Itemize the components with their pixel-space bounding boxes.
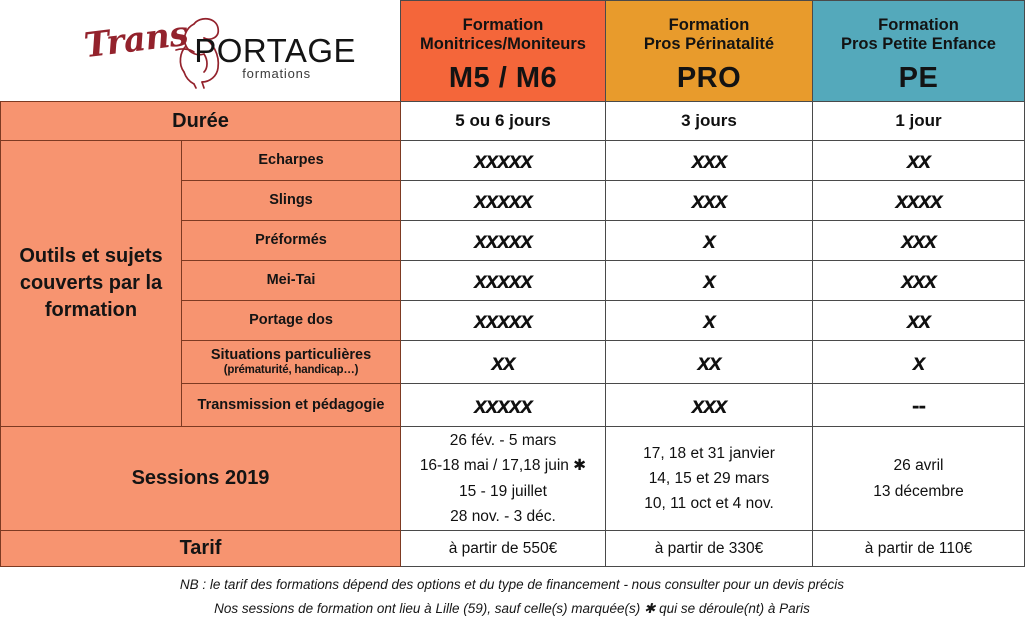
cell-sessions-m56 (401, 427, 606, 531)
header-line2-m56: Monitrices/Moniteurs (420, 34, 586, 53)
session-line: 26 fév. - 5 mars (449, 432, 557, 450)
row-label-mei-tai: Mei-Tai (182, 261, 401, 301)
brand-logo-cell (1, 1, 401, 102)
section-label-outils: Outils et sujets couverts par la formation (1, 141, 182, 427)
header-line1-m56: Formation (462, 16, 544, 35)
session-line: 10, 11 oct et 4 nov. (644, 495, 774, 513)
cell-slings-pe: xxxx (813, 181, 1025, 221)
cell-duree-pe: 1 jour (813, 102, 1025, 141)
cell-tarif-pro: à partir de 330€ (606, 531, 813, 567)
table-row-echarpes (1, 141, 1025, 181)
logo (82, 13, 357, 88)
cell-mei-tai-m56: xxxxx (401, 261, 606, 301)
column-header-pe (813, 1, 1025, 102)
session-line: 14, 15 et 29 mars (648, 469, 770, 487)
header-code-m56: M5 / M6 (448, 62, 558, 95)
cell-echarpes-pe: xx (813, 141, 1025, 181)
cell-slings-pro: xxx (606, 181, 813, 221)
session-line: 16-18 mai / 17,18 juin ✱ (419, 457, 587, 475)
cell-transmission-pro: xxx (606, 384, 813, 427)
session-line: 13 décembre (873, 482, 964, 500)
logo-script-word: Trans (82, 13, 191, 66)
row-label-echarpes: Echarpes (182, 141, 401, 181)
header-code-pro: PRO (676, 62, 742, 95)
row-label-situations (182, 341, 401, 384)
cell-portage-dos-pe: xx (813, 301, 1025, 341)
logo-tagline: formations (242, 65, 311, 81)
session-line: 28 nov. - 3 déc. (450, 507, 556, 525)
header-line1-pe: Formation (878, 16, 959, 35)
footer-notes (0, 567, 1024, 621)
cell-preformes-pro: x (606, 221, 813, 261)
logo-main-word: PORTAGE (194, 31, 357, 69)
cell-tarif-pe: à partir de 110€ (813, 531, 1025, 567)
row-label-portage-dos: Portage dos (182, 301, 401, 341)
row-label-preformes: Préformés (182, 221, 401, 261)
cell-echarpes-pro: xxx (606, 141, 813, 181)
footer-note-lieu: Nos sessions de formation ont lieu à Lille (59), sauf celle(s) marquée(s) ✱ qui se déroule(nt) à Paris (214, 601, 810, 617)
cell-sessions-pro (606, 427, 813, 531)
table-row-duree (1, 102, 1025, 141)
cell-situations-pe: x (813, 341, 1025, 384)
cell-tarif-m56: à partir de 550€ (401, 531, 606, 567)
header-code-pe: PE (898, 62, 939, 95)
cell-echarpes-m56: xxxxx (401, 141, 606, 181)
row-label-tarif: Tarif (1, 531, 401, 567)
session-line: 17, 18 et 31 janvier (643, 444, 775, 462)
row-label-slings: Slings (182, 181, 401, 221)
cell-transmission-m56: xxxxx (401, 384, 606, 427)
table-row-tarif (1, 531, 1025, 567)
cell-portage-dos-m56: xxxxx (401, 301, 606, 341)
cell-mei-tai-pe: xxx (813, 261, 1025, 301)
session-line: 26 avril (893, 457, 944, 475)
column-header-pro (606, 1, 813, 102)
cell-preformes-m56: xxxxx (401, 221, 606, 261)
column-header-m56 (401, 1, 606, 102)
header-line1-pro: Formation (668, 16, 750, 35)
row-label-duree: Durée (1, 102, 401, 141)
cell-mei-tai-pro: x (606, 261, 813, 301)
header-line2-pe: Pros Petite Enfance (841, 34, 996, 53)
cell-situations-m56: xx (401, 341, 606, 384)
cell-portage-dos-pro: x (606, 301, 813, 341)
row-label-situations-main: Situations particulières (210, 347, 372, 364)
session-line: 15 - 19 juillet (459, 482, 547, 500)
row-label-transmission: Transmission et pédagogie (182, 384, 401, 427)
header-line2-pro: Pros Périnatalité (643, 34, 775, 53)
row-label-sessions: Sessions 2019 (1, 427, 401, 531)
cell-transmission-pe: -- (813, 384, 1025, 427)
cell-preformes-pe: xxx (813, 221, 1025, 261)
footer-note-tarif: NB : le tarif des formations dépend des options et du type de financement - nous consulter pour un devis précis (179, 577, 845, 592)
cell-duree-m56: 5 ou 6 jours (401, 102, 606, 141)
cell-duree-pro: 3 jours (606, 102, 813, 141)
cell-sessions-pe (813, 427, 1025, 531)
row-label-situations-sub: (prématurité, handicap…) (223, 363, 359, 376)
cell-situations-pro: xx (606, 341, 813, 384)
table-row-sessions (1, 427, 1025, 531)
cell-slings-m56: xxxxx (401, 181, 606, 221)
table-header-row (1, 1, 1025, 102)
